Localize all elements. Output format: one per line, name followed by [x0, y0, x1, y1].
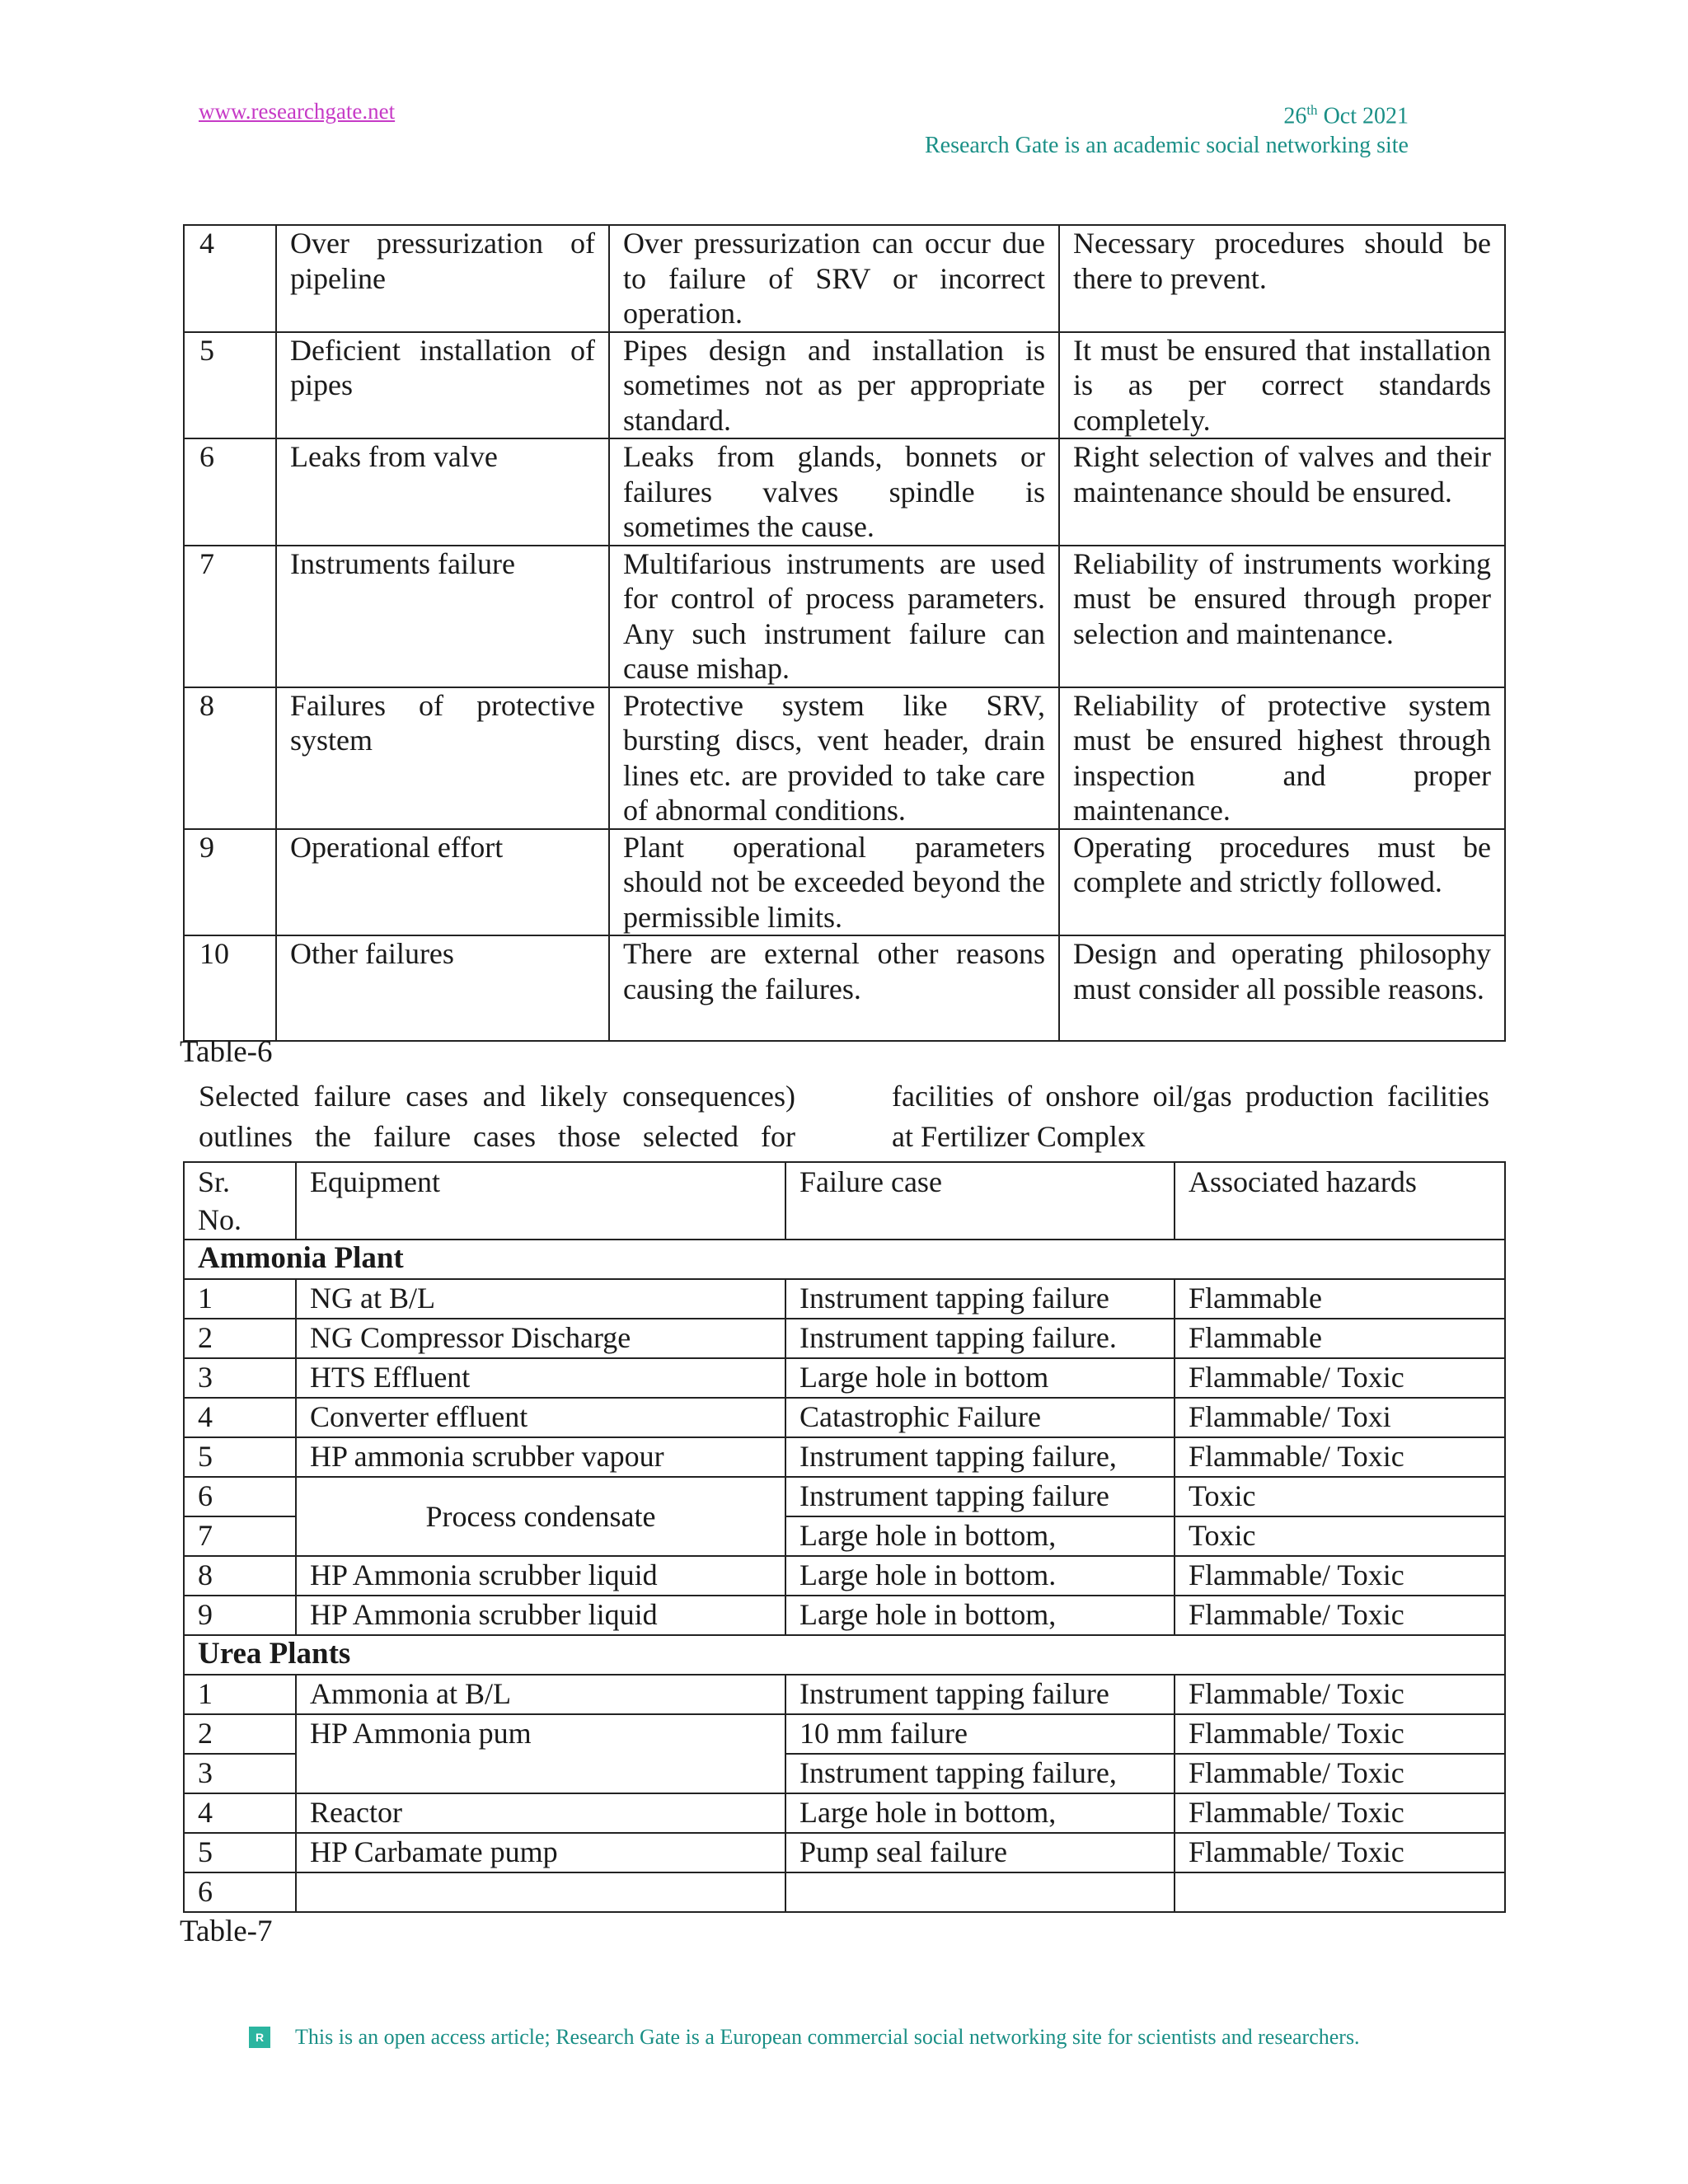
equipment-cell: HP Ammonia scrubber liquid: [296, 1596, 785, 1635]
researchgate-logo-icon: R: [249, 2027, 270, 2048]
prevention: Right selection of valves and their maintenance should be ensured.: [1059, 438, 1505, 546]
table-row: [184, 1833, 1505, 1872]
prevention: Reliability of protective system must be ensured highest through inspection and proper maintenance.: [1059, 687, 1505, 829]
row-number: 3: [184, 1754, 296, 1793]
hazard-cell: Flammable/ Toxic: [1175, 1754, 1505, 1793]
prevention: It must be ensured that installation is as per correct standards completely.: [1059, 332, 1505, 439]
failure-cause: Leaks from glands, bonnets or failures valves spindle is sometimes the cause.: [609, 438, 1059, 546]
intro-text-line: outlines the failure cases those selected for: [199, 1120, 795, 1153]
failure-case-cell: Instrument tapping failure.: [785, 1319, 1175, 1358]
footer-text: This is an open access article; Research Gate is a European commercial social networking site for scientists and researchers.: [295, 2025, 1360, 2049]
equipment-cell: NG Compressor Discharge: [296, 1319, 785, 1358]
table-7: [183, 1161, 1506, 1913]
row-number: 4: [184, 1398, 296, 1437]
table-row: [184, 1477, 1505, 1516]
row-number: 8: [184, 687, 276, 829]
hazard-cell: Flammable/ Toxic: [1175, 1556, 1505, 1596]
failure-cause: Protective system like SRV, bursting discs, vent header, drain lines etc. are provided to take care of abnormal conditions.: [609, 687, 1059, 829]
section-row: [184, 1240, 1505, 1279]
failure-case-cell: [785, 1872, 1175, 1912]
failure-mode: Deficient installation of pipes: [276, 332, 609, 439]
equipment-cell: HP Carbamate pump: [296, 1833, 785, 1872]
footer: [249, 2025, 1360, 2050]
table-row: [184, 1872, 1505, 1912]
intro-text-line: Selected failure cases and likely consequences): [199, 1080, 795, 1113]
failure-case-cell: Large hole in bottom.: [785, 1556, 1175, 1596]
row-number: 5: [184, 1437, 296, 1477]
header-link[interactable]: www.researchgate.net: [199, 99, 396, 124]
failure-cause: Pipes design and installation is sometimes not as per appropriate standard.: [609, 332, 1059, 439]
equipment-cell: Ammonia at B/L: [296, 1675, 785, 1714]
table-header-row: [184, 1162, 1505, 1240]
row-number: 9: [184, 829, 276, 936]
intro-text-line: at Fertilizer Complex: [892, 1120, 1146, 1153]
failure-case-cell: Instrument tapping failure,: [785, 1437, 1175, 1477]
failure-case-cell: Catastrophic Failure: [785, 1398, 1175, 1437]
table-row: [184, 935, 1505, 1041]
table-6: [183, 224, 1506, 1042]
equipment-cell-merged: HP Ammonia pum: [296, 1714, 785, 1793]
row-number: 10: [184, 935, 276, 1041]
row-number: 5: [184, 332, 276, 439]
failure-case-cell: 10 mm failure: [785, 1714, 1175, 1754]
prevention: Necessary procedures should be there to prevent.: [1059, 225, 1505, 332]
row-number: 8: [184, 1556, 296, 1596]
failure-case-cell: Large hole in bottom: [785, 1358, 1175, 1398]
table-row: [184, 1437, 1505, 1477]
failure-mode: Over pressurization of pipeline: [276, 225, 609, 332]
row-number: 5: [184, 1833, 296, 1872]
hazard-cell: Flammable/ Toxi: [1175, 1398, 1505, 1437]
row-number: 3: [184, 1358, 296, 1398]
table-row: [184, 225, 1505, 332]
hazard-cell: Flammable/ Toxic: [1175, 1793, 1505, 1833]
equipment-cell: NG at B/L: [296, 1279, 785, 1319]
equipment-cell: Reactor: [296, 1793, 785, 1833]
row-number: 1: [184, 1675, 296, 1714]
prevention: Reliability of instruments working must be ensured through proper selection and maintenance.: [1059, 546, 1505, 687]
hazard-cell: Flammable: [1175, 1319, 1505, 1358]
table-row: [184, 546, 1505, 687]
table-row: [184, 1675, 1505, 1714]
table-7-caption: Table-7: [180, 1915, 273, 1948]
header-date: 26th Oct 2021: [1283, 102, 1409, 129]
failure-cause: Plant operational parameters should not be exceeded beyond the permissible limits.: [609, 829, 1059, 936]
section-title-ammonia: Ammonia Plant: [184, 1240, 1505, 1279]
intro-right-column: [892, 1076, 1489, 1157]
failure-case-cell: Large hole in bottom,: [785, 1596, 1175, 1635]
intro-left-column: [199, 1076, 795, 1157]
table-row: [184, 1358, 1505, 1398]
hazard-cell: Flammable: [1175, 1279, 1505, 1319]
table-row: [184, 1793, 1505, 1833]
failure-mode: Operational effort: [276, 829, 609, 936]
hazard-cell: Flammable/ Toxic: [1175, 1714, 1505, 1754]
failure-case-cell: Large hole in bottom,: [785, 1793, 1175, 1833]
equipment-cell: [296, 1872, 785, 1912]
failure-case-cell: Pump seal failure: [785, 1833, 1175, 1872]
table-row: [184, 829, 1505, 936]
equipment-cell: HP ammonia scrubber vapour: [296, 1437, 785, 1477]
header-sr-no: Sr. No.: [184, 1162, 296, 1240]
intro-text-line: facilities of onshore oil/gas production facilities: [892, 1080, 1489, 1113]
equipment-cell: HTS Effluent: [296, 1358, 785, 1398]
header-failure-case: Failure case: [785, 1162, 1175, 1240]
table-6-caption: Table-6: [180, 1035, 273, 1069]
prevention: Design and operating philosophy must consider all possible reasons.: [1059, 935, 1505, 1041]
failure-case-cell: Large hole in bottom,: [785, 1516, 1175, 1556]
equipment-cell: Converter effluent: [296, 1398, 785, 1437]
row-number: 2: [184, 1319, 296, 1358]
failure-mode: Failures of protective system: [276, 687, 609, 829]
table-row: [184, 332, 1505, 439]
failure-cause: Multifarious instruments are used for control of process parameters. Any such instrument failure can cause mishap.: [609, 546, 1059, 687]
table-row: [184, 1714, 1505, 1754]
table-row: [184, 438, 1505, 546]
table-row: [184, 1279, 1505, 1319]
row-number: 6: [184, 438, 276, 546]
failure-mode: Other failures: [276, 935, 609, 1041]
row-number: 1: [184, 1279, 296, 1319]
row-number: 4: [184, 1793, 296, 1833]
failure-cause: Over pressurization can occur due to failure of SRV or incorrect operation.: [609, 225, 1059, 332]
row-number: 7: [184, 1516, 296, 1556]
section-title-urea: Urea Plants: [184, 1635, 1505, 1675]
failure-case-cell: Instrument tapping failure,: [785, 1754, 1175, 1793]
row-number: 6: [184, 1872, 296, 1912]
hazard-cell: Flammable/ Toxic: [1175, 1358, 1505, 1398]
failure-mode: Instruments failure: [276, 546, 609, 687]
header-hazards: Associated hazards: [1175, 1162, 1505, 1240]
table-row: [184, 1319, 1505, 1358]
failure-mode: Leaks from valve: [276, 438, 609, 546]
header-info: [925, 96, 1409, 161]
failure-case-cell: Instrument tapping failure: [785, 1279, 1175, 1319]
hazard-cell: Toxic: [1175, 1477, 1505, 1516]
failure-case-cell: Instrument tapping failure: [785, 1477, 1175, 1516]
row-number: 7: [184, 546, 276, 687]
hazard-cell: Toxic: [1175, 1516, 1505, 1556]
row-number: 9: [184, 1596, 296, 1635]
header-equipment: Equipment: [296, 1162, 785, 1240]
hazard-cell: Flammable/ Toxic: [1175, 1675, 1505, 1714]
row-number: 6: [184, 1477, 296, 1516]
section-row: [184, 1635, 1505, 1675]
table-row: [184, 1596, 1505, 1635]
table-row: [184, 687, 1505, 829]
failure-cause: There are external other reasons causing the failures.: [609, 935, 1059, 1041]
table-row: [184, 1556, 1505, 1596]
header-tagline: Research Gate is an academic social networking site: [925, 133, 1409, 159]
hazard-cell: [1175, 1872, 1505, 1912]
row-number: 2: [184, 1714, 296, 1754]
failure-case-cell: Instrument tapping failure: [785, 1675, 1175, 1714]
equipment-cell: HP Ammonia scrubber liquid: [296, 1556, 785, 1596]
hazard-cell: Flammable/ Toxic: [1175, 1596, 1505, 1635]
hazard-cell: Flammable/ Toxic: [1175, 1437, 1505, 1477]
prevention: Operating procedures must be complete and strictly followed.: [1059, 829, 1505, 936]
equipment-cell-merged: Process condensate: [296, 1477, 785, 1556]
hazard-cell: Flammable/ Toxic: [1175, 1833, 1505, 1872]
row-number: 4: [184, 225, 276, 332]
table-row: [184, 1398, 1505, 1437]
